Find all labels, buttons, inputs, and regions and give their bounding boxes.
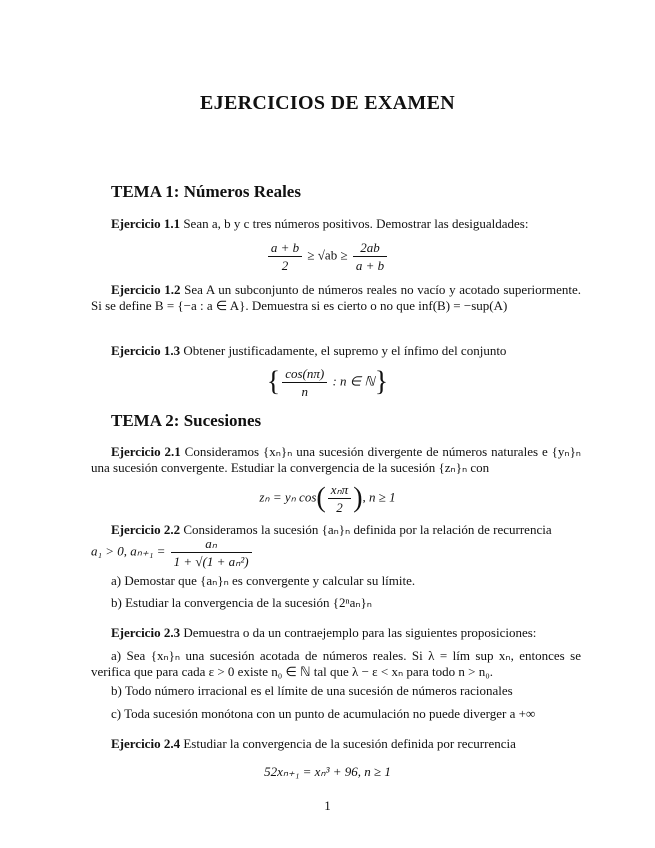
exercise-label: Ejercicio 2.3 xyxy=(111,625,181,640)
exercise-text: Sea A un subconjunto de números reales no vacío y acotado superiormente. Si se define B = {−a : a ∈ A}. Demuestra si es cierto o no que inf(B) = −sup(A) xyxy=(91,282,581,313)
exercise-1-3 xyxy=(91,343,581,359)
section-heading-tema2: TEMA 2: Sucesiones xyxy=(111,411,262,430)
formula-1-1 xyxy=(0,240,655,273)
fraction: $\frac{\text{aₙ}}{\text{1 + √(1 + aₙ²)}}$ xyxy=(171,536,252,569)
exercise-text: Consideramos la sucesión {aₙ}ₙ definida por la relación de recurrencia xyxy=(180,522,552,537)
page-title: EJERCICIOS DE EXAMEN xyxy=(200,92,455,114)
exercise-1-1 xyxy=(91,216,581,232)
recurrence-2-2: a₁ > 0, aₙ₊₁ = $\frac{\text{aₙ}}{\text{1 + √(1 + aₙ²)}}$ xyxy=(91,536,581,569)
formula-1-3: { $\frac{\cos(n\pi)}{n}$ : n ∈ ℕ} xyxy=(266,366,389,399)
fraction: $\frac{2ab}{a + b}$ xyxy=(353,240,387,273)
exercise-text: Sean a, b y c tres números positivos. Demostrar las desigualdades: xyxy=(180,216,529,231)
section-heading-tema1: TEMA 1: Números Reales xyxy=(111,182,301,201)
exercise-label: Ejercicio 2.4 xyxy=(111,736,181,751)
page-number: 1 xyxy=(324,798,331,813)
fraction: $\frac{\cos(n\pi)}{n}$ xyxy=(282,366,327,399)
exercise-2-3 xyxy=(91,625,581,641)
exercise-2-2-part-b: b) Estudiar la convergencia de la sucesión {2ⁿaₙ}ₙ xyxy=(111,595,372,610)
fraction: $\frac{a + b}{2}$ xyxy=(268,240,302,273)
fraction: $\frac{\text{xₙπ}}{2}$ xyxy=(328,482,351,515)
exercise-2-3-part-b: b) Todo número irracional es el límite de una sucesión de números racionales xyxy=(111,683,513,698)
exercise-label: Ejercicio 1.1 xyxy=(111,216,181,231)
formula-2-4: 52xₙ₊₁ = xₙ³ + 96, n ≥ 1 xyxy=(264,764,391,779)
exercise-2-3-part-c: c) Toda sucesión monótona con un punto de acumulación no puede diverger a +∞ xyxy=(111,706,536,721)
exercise-text: Consideramos {xₙ}ₙ una sucesión divergente de números naturales e {yₙ}ₙ una sucesión convergente. Estudiar la convergencia de la sucesión {zₙ}ₙ con xyxy=(91,444,581,475)
exercise-label: Ejercicio 2.2 xyxy=(111,522,181,537)
exercise-label: Ejercicio 1.2 xyxy=(111,282,181,297)
exercise-2-2-part-a: a) Demostar que {aₙ}ₙ es convergente y calcular su límite. xyxy=(111,573,416,588)
exercise-label: Ejercicio 2.1 xyxy=(111,444,181,459)
exercise-1-2 xyxy=(91,282,581,314)
exercise-2-4 xyxy=(91,736,581,752)
exercise-text: Obtener justificadamente, el supremo y el ínfimo del conjunto xyxy=(180,343,507,358)
exercise-text: Estudiar la convergencia de la sucesión definida por recurrencia xyxy=(180,736,516,751)
exercise-label: Ejercicio 1.3 xyxy=(111,343,181,358)
exercise-2-3-part-a: a) Sea {xₙ}ₙ una sucesión acotada de números reales. Si λ = lím sup xₙ, entonces se verifica que para cada ε > 0 existe n₀ ∈ ℕ tal que λ − ε < xₙ para todo n > n₀. xyxy=(91,648,581,679)
exercise-2-1 xyxy=(91,444,581,476)
formula-2-1: zₙ = yₙ cos( $\frac{\text{xₙπ}}{2}$ ), n ≥ 1 xyxy=(259,482,396,515)
exercise-text: Demuestra o da un contraejemplo para las siguientes proposiciones: xyxy=(180,625,537,640)
inequality: ≥ √ab ≥ xyxy=(304,247,351,263)
